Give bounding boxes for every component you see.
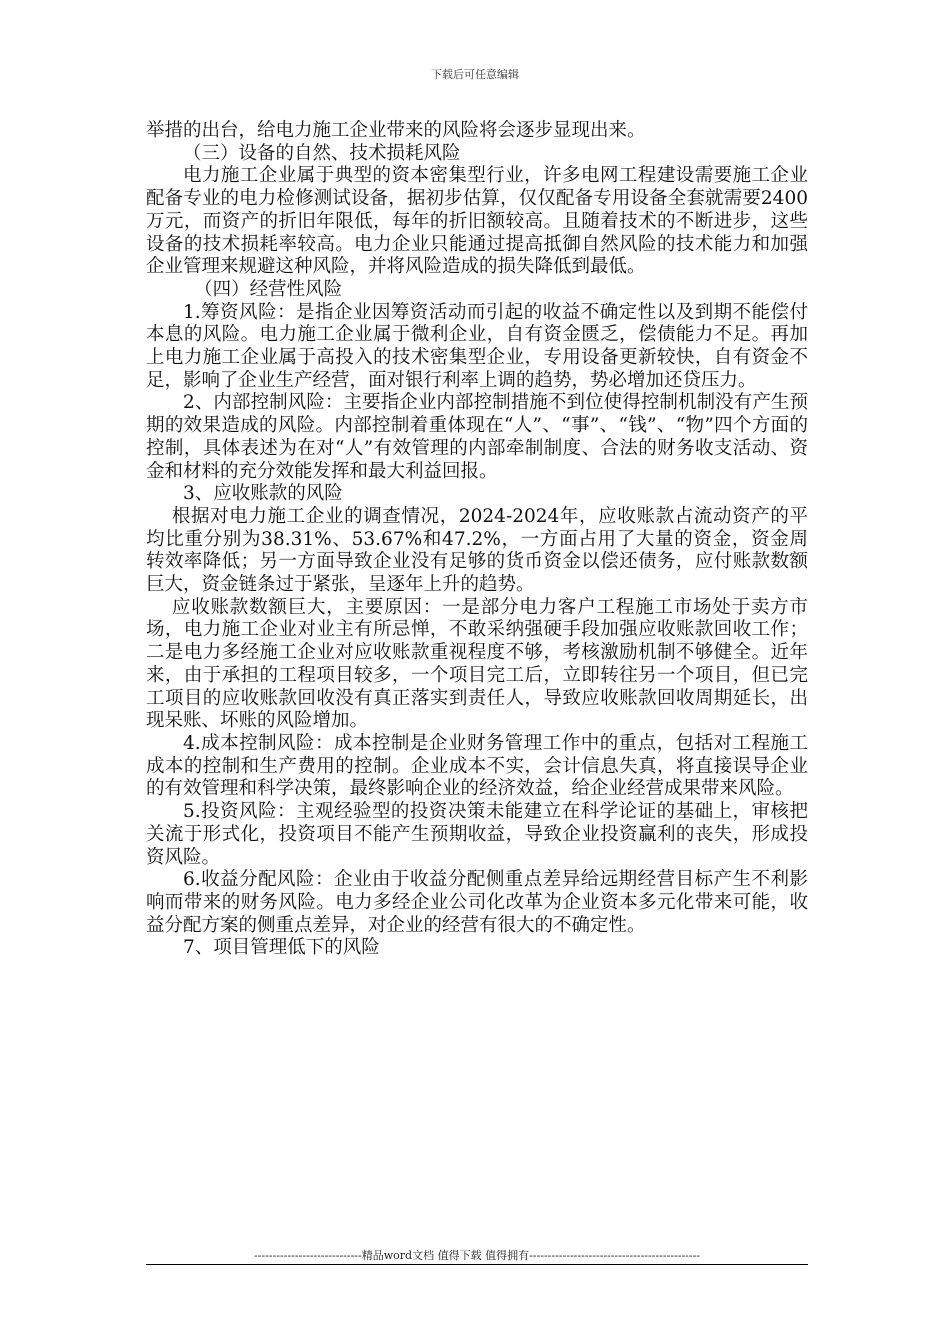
section-heading: 3、应收账款的风险 (183, 483, 343, 505)
paragraph: 电力施工企业属于典型的资本密集型行业，许多电网工程建设需要施工企业配备专业的电力检修测试设备，据初步估算，仅仅配备专用设备全套就需要2400万元，而资产的折旧年限低，每年的折旧额较高。且随着技术的不断进步，这些设备的技术损耗率较高。电力企业只能通过提高抵御自然风险的技术能力和加强企业管理来规避这种风险，并将风险造成的损失降低到最低。 (146, 165, 808, 278)
paragraph: 2、内部控制风险：主要指企业内部控制措施不到位使得控制机制没有产生预期的效果造成的风险。内部控制着重体现在“人”、“事”、“钱”、“物”四个方面的控制，具体表述为在对“人”有效管理的内部牵制制度、合法的财务收支活动、资金和材料的充分效能发挥和最大利益回报。 (146, 392, 808, 482)
paragraph: 举措的出台，给电力施工企业带来的风险将会逐步显现出来。 (146, 120, 646, 141)
paragraph: 4.成本控制风险：成本控制是企业财务管理工作中的重点，包括对工程施工成本的控制和生产费用的控制。企业成本不实，会计信息失真，将直接误导企业的有效管理和科学决策，最终影响企业的经济效益，给企业经营成果带来风险。 (146, 732, 808, 800)
section-heading: 7、项目管理低下的风险 (183, 937, 380, 959)
section-heading: （三）设备的自然、技术损耗风险 (183, 142, 461, 164)
paragraph: 根据对电力施工企业的调查情况，2024-2024年，应收账款占流动资产的平均比重分别为38.31%、53.67%和47.2%，一方面占用了大量的资金，资金周转效率降低；另一方面导致企业没有足够的货币资金以偿还债务，应付账款数额巨大，资金链条过于紧张，呈逐年上升的趋势。 (146, 505, 808, 596)
paragraph: 5.投资风险：主观经验型的投资决策未能建立在科学论证的基础上，审核把关流于形式化，投资项目不能产生预期收益，导致企业投资赢利的丧失，形成投资风险。 (146, 801, 808, 868)
paragraph: 应收账款数额巨大，主要原因：一是部分电力客户工程施工市场处于卖方市场，电力施工企业对业主有所忌惮，不敢采纳强硬手段加强应收账款回收工作；二是电力多经施工企业对应收账款重视程度不够，考核激励机制不够健全。近年来，由于承担的工程项目较多，一个项目完工后，立即转往另一个项目，但已完工项目的应收账款回收没有真正落实到责任人，导致应收账款回收周期延长，出现呆账、坏账的风险增加。 (146, 596, 808, 732)
page-footer (146, 1247, 808, 1263)
page-header: 下载后可任意编辑 (431, 68, 519, 81)
footer-rule (146, 1264, 808, 1265)
footer-text: -----------------------------精品word文档 值得下载 值得拥有---------------------------------------------- (253, 1249, 701, 1262)
document-body (146, 120, 808, 960)
paragraph: 6.收益分配风险：企业由于收益分配侧重点差异给远期经营目标产生不利影响而带来的财务风险。电力多经企业公司化改革为企业资本多元化带来可能，收益分配方案的侧重点差异，对企业的经营有很大的不确定性。 (146, 869, 808, 936)
section-heading: （四）经营性风险 (194, 278, 343, 300)
paragraph: 1.筹资风险：是指企业因筹资活动而引起的收益不确定性以及到期不能偿付本息的风险。电力施工企业属于微利企业，自有资金匮乏，偿债能力不足。再加上电力施工企业属于高投入的技术密集型企业，专用设备更新较快，自有资金不足，影响了企业生产经营，面对银行利率上调的趋势，势必增加还贷压力。 (146, 301, 808, 391)
